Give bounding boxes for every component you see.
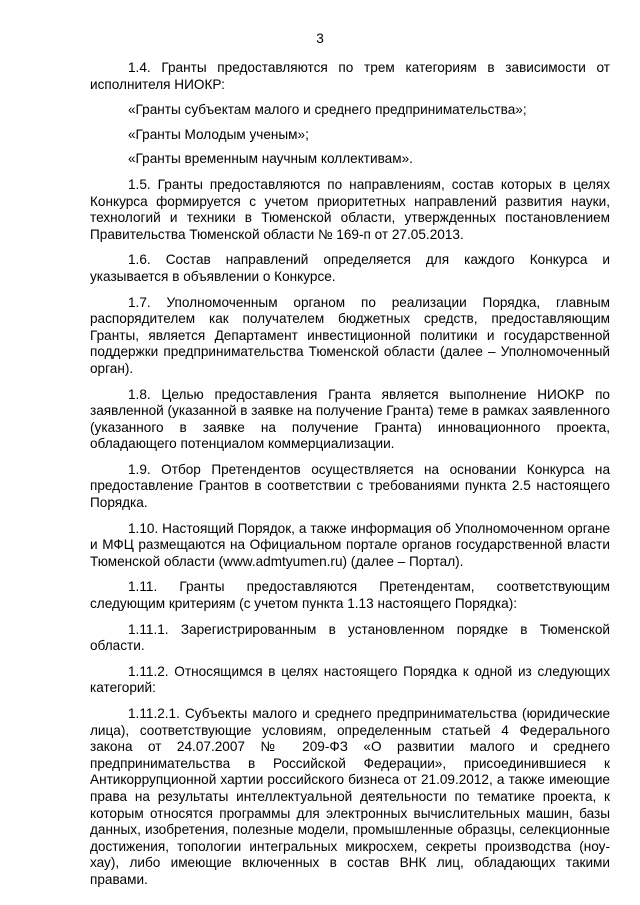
paragraph-1-9: 1.9. Отбор Претендентов осуществляется на основании Конкурса на предоставление Грантов в соответствии с требованиями пункта 2.5 настоящего Порядка. (90, 461, 610, 511)
paragraph-1-7: 1.7. Уполномоченным органом по реализации Порядка, главным распорядителем как получателем бюджетных средств, предоставляющим Гранты, является Департамент инвестиционной политики и государственной поддержки предпринимательства Тюменской области (далее – Уполномоченный орган). (90, 294, 610, 376)
document-body (90, 60, 610, 898)
page-number: 3 (316, 31, 324, 46)
paragraph-1-4: 1.4. Гранты предоставляются по трем категориям в зависимости от исполнителя НИОКР: (90, 60, 610, 92)
paragraph-1-5: 1.5. Гранты предоставляются по направлениям, состав которых в целях Конкурса формируется с учетом приоритетных направлений развития науки, технологий и техники в Тюменской области, утвержденных постановлением Правительства Тюменской области № 169-п от 27.05.2013. (90, 176, 610, 242)
paragraph-1-10: 1.10. Настоящий Порядок, а также информация об Уполномоченном органе и МФЦ размещаются на Официальном портале органов государственной власти Тюменской области (www.admtyumen.ru) (далее – Портал). (90, 520, 610, 569)
list-item-grant-research-teams: «Гранты временным научным коллективам». (128, 151, 413, 167)
paragraph-1-8: 1.8. Целью предоставления Гранта является выполнение НИОКР по заявленной (указанной в заявке на получение Гранта) теме в рамках заявленного (указанного в заявке на получение Гранта) инновационного проекта, обладающего потенциалом коммерциализации. (90, 386, 610, 452)
paragraph-1-6: 1.6. Состав направлений определяется для каждого Конкурса и указывается в объявлении о Конкурсе. (90, 252, 610, 284)
paragraph-1-11: 1.11. Гранты предоставляются Претендентам, соответствующим следующим критериям (с учетом пункта 1.13 настоящего Порядка): (90, 579, 610, 612)
list-item-grant-sme: «Гранты субъектам малого и среднего предпринимательства»; (128, 102, 527, 118)
paragraph-1-11-2: 1.11.2. Относящимся в целях настоящего Порядка к одной из следующих категорий: (90, 663, 610, 696)
paragraph-1-11-1: 1.11.1. Зарегистрированным в установленном порядке в Тюменской области. (90, 621, 610, 654)
paragraph-1-11-2-1: 1.11.2.1. Субъекты малого и среднего предпринимательства (юридические лица), соответствующие условиям, определенным статьей 4 Федерального закона от 24.07.2007 № 209-ФЗ «О развитии малого и среднего предпринимательства в Российской Федерации», присоединившиеся к Антикоррупционной хартии российского бизнеса от 21.09.2012, а также имеющие права на результаты интеллектуальной деятельности по тематике проекта, к которым относятся программы для электронных вычислительных машин, базы данных, изобретения, полезные модели, промышленные образцы, селекционные достижения, топологии интегральных микросхем, секреты производства (ноу-хау), либо имеющие включенных в состав ВНК лиц, обладающих такими правами. (90, 706, 610, 887)
list-item-grant-young-scientists: «Гранты Молодым ученым»; (128, 126, 309, 142)
